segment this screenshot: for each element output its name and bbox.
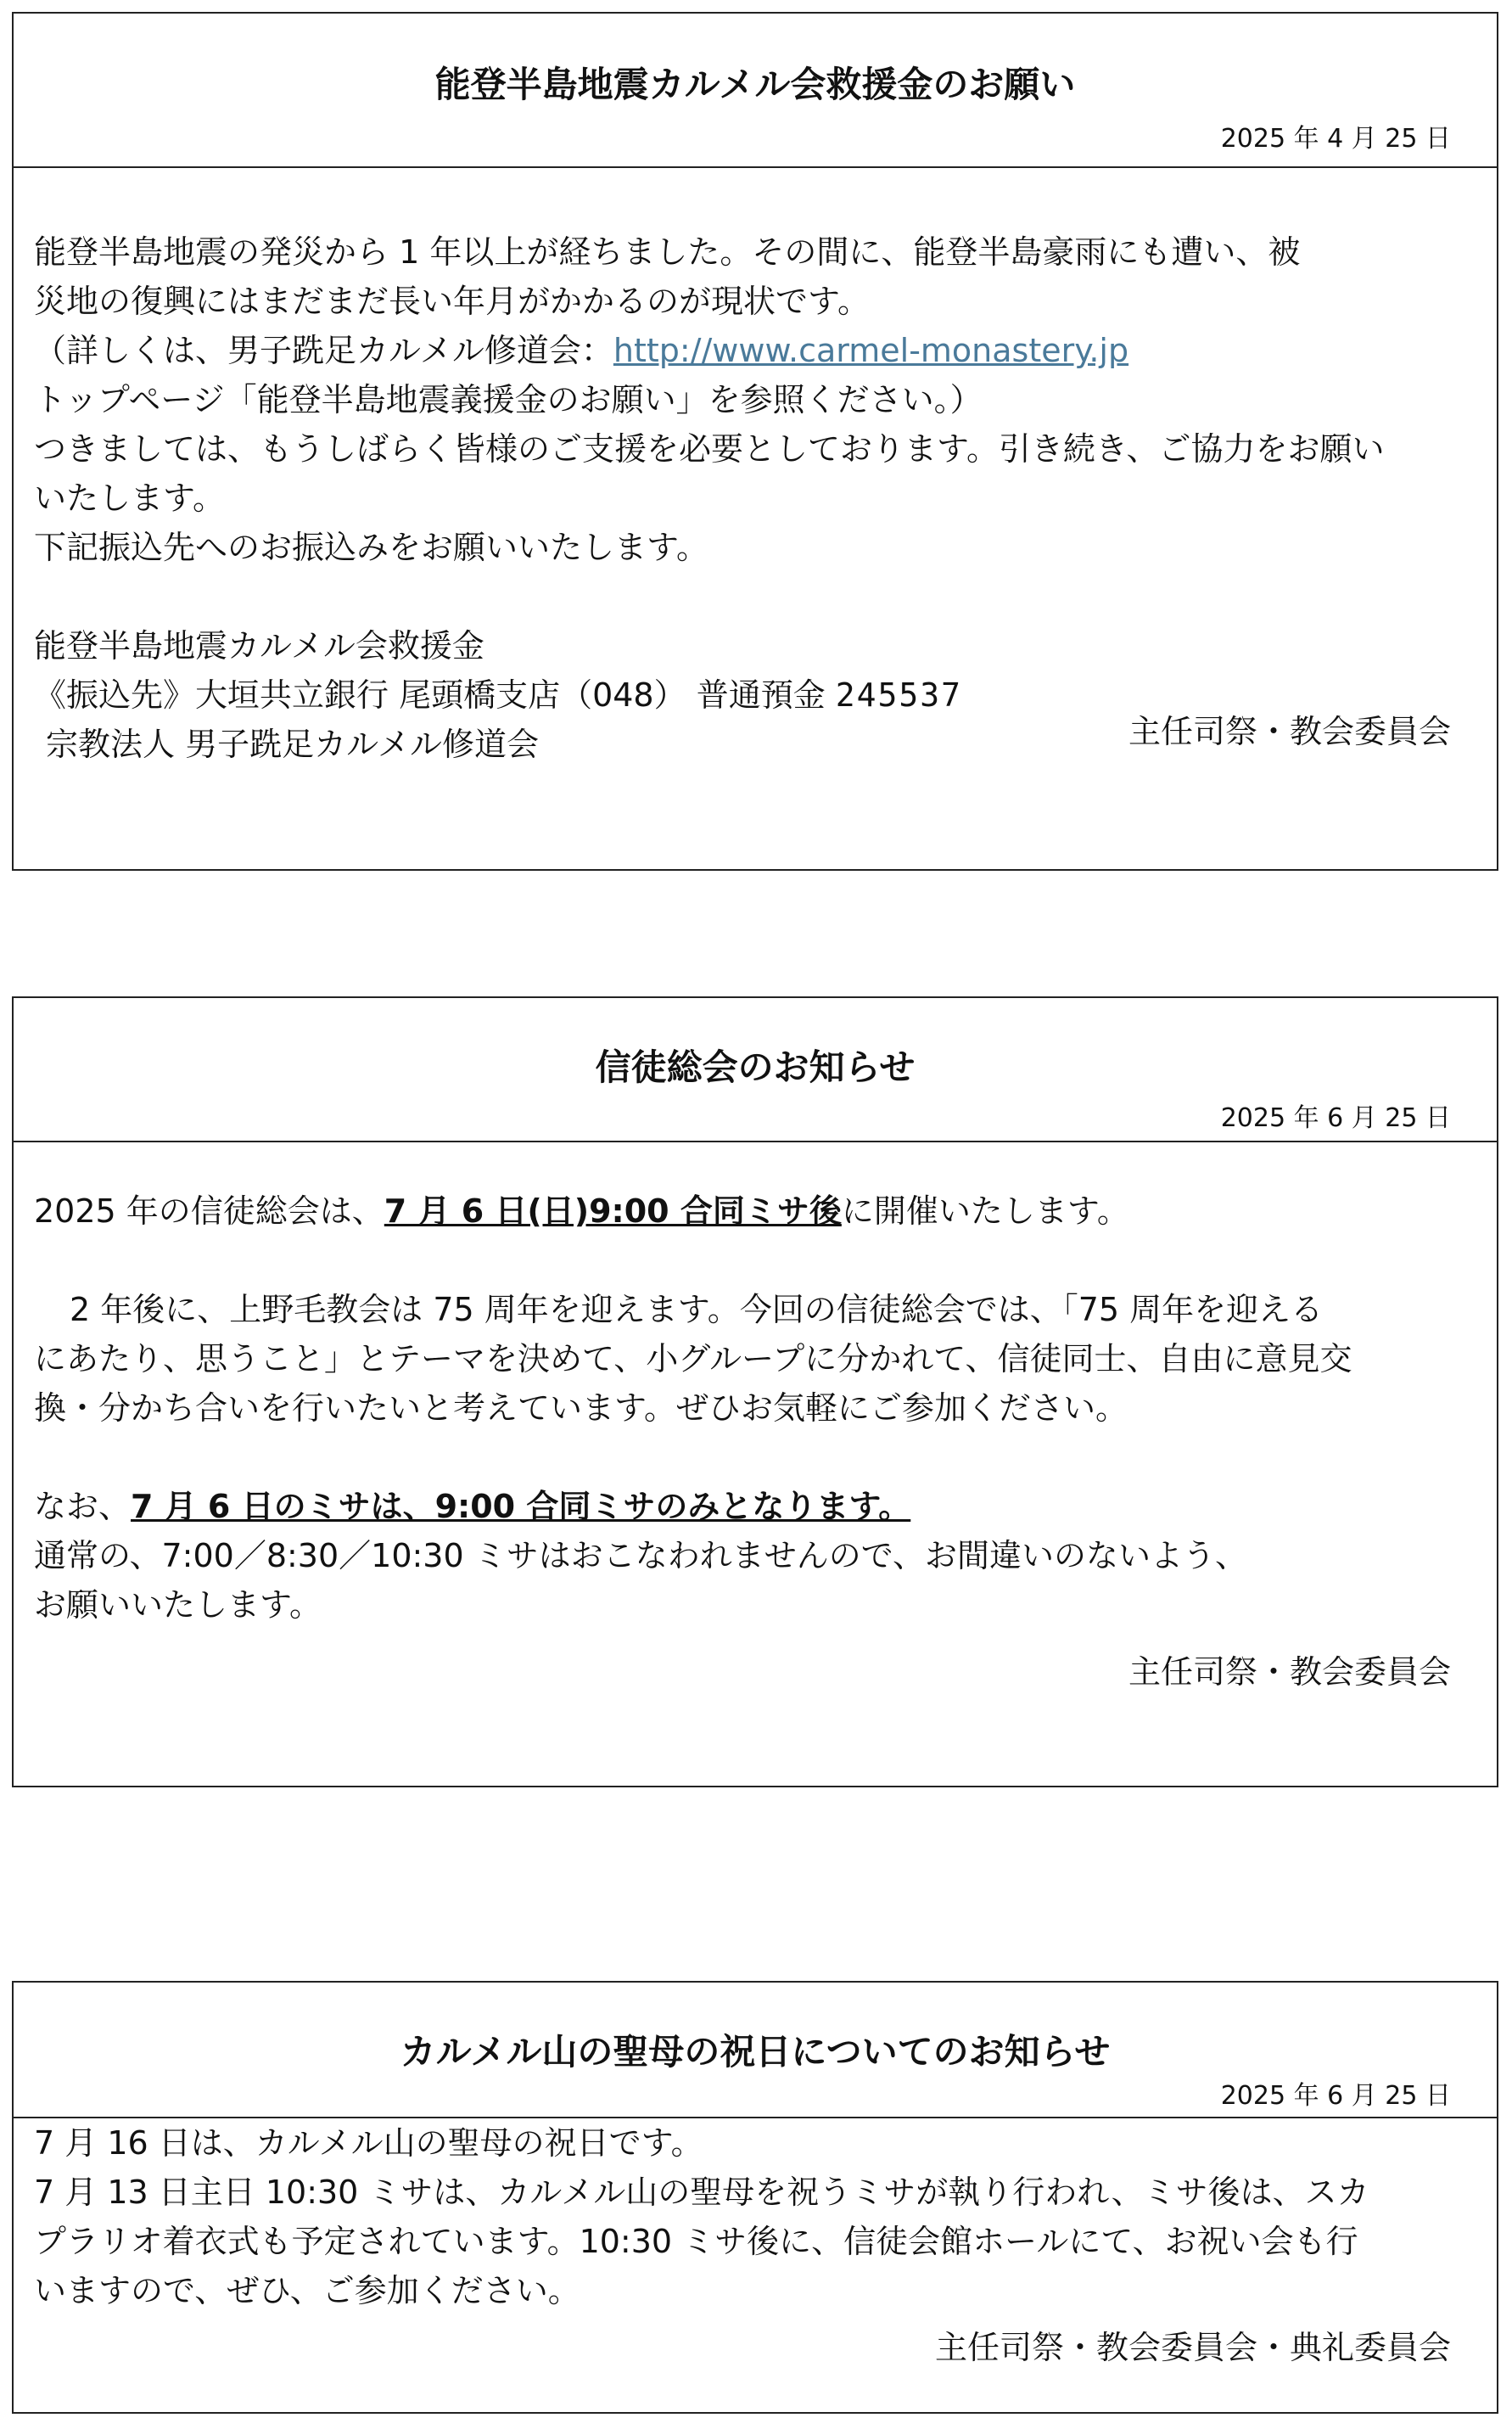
bank-details: 《振込先》大垣共立銀行 尾頭橋支店（048） 普通預金 bbox=[34, 676, 826, 714]
notice-date: 2025 年 6 月 25 日 bbox=[1220, 2081, 1451, 2111]
body-line: 能登半島地震の発災から 1 年以上が経ちました。その間に、能登半島豪雨にも遭い、被 bbox=[34, 233, 1301, 271]
notice-header bbox=[14, 998, 1497, 1142]
body-line: 換・分かち合いを行いたいと考えています。ぜひお気軽にご参加ください。 bbox=[34, 1389, 1128, 1427]
notice-body bbox=[14, 168, 1497, 930]
body-line: 7 月 13 日主日 10:30 ミサは、カルメル山の聖母を祝うミサが執り行われ、ミサ後は、スカ bbox=[34, 2174, 1369, 2211]
body-text: 2025 年の信徒総会は、 bbox=[34, 1192, 384, 1230]
account-holder: 宗教法人 男子跣足カルメル修道会 bbox=[46, 726, 539, 763]
body-line bbox=[34, 1186, 1476, 1236]
carmel-monastery-link[interactable]: http://www.carmel-monastery.jp bbox=[613, 332, 1129, 369]
fund-name: 能登半島地震カルメル会救援金 bbox=[34, 627, 484, 665]
body-line: つきましては、もうしばらく皆様のご支援を必要としております。引き続き、ご協力をお願い bbox=[34, 430, 1385, 468]
notice-title: 能登半島地震カルメル会救援金のお願い bbox=[434, 64, 1076, 105]
body-line: いますので、ぜひ、ご参加ください。 bbox=[34, 2272, 580, 2309]
notice-signature: 主任司祭・教会委員会 bbox=[1128, 713, 1451, 750]
notice-body bbox=[14, 1142, 1497, 1830]
notice-signature: 主任司祭・教会委員会 bbox=[1128, 1653, 1451, 1691]
notice-body bbox=[14, 2118, 1497, 2412]
body-line: 災地の復興にはまだまだ長い年月がかかるのが現状です。 bbox=[34, 283, 870, 320]
body-line: 下記振込先へのお振込みをお願いいたします。 bbox=[34, 529, 708, 566]
notice-title: 信徒総会のお知らせ bbox=[595, 1046, 916, 1088]
mass-schedule-note: 7 月 6 日のミサは、9:00 合同ミサのみとなります。 bbox=[131, 1488, 911, 1525]
body-line: 2 年後に、上野毛教会は 75 周年を迎えます。今回の信徒総会では、「75 周年を迎える bbox=[70, 1291, 1324, 1328]
body-line: 通常の、7:00／8:30／10:30 ミサはおこなわれませんので、お間違いのないよう、 bbox=[34, 1537, 1247, 1574]
notice-general-assembly bbox=[12, 996, 1498, 1787]
account-number: 245537 bbox=[835, 676, 963, 714]
body-text: なお、 bbox=[34, 1488, 132, 1525]
assembly-datetime: 7 月 6 日(日)9:00 合同ミサ後 bbox=[384, 1192, 842, 1230]
body-line: にあたり、思うこと」とテーマを決めて、小グループに分かれて、信徒同士、自由に意見交 bbox=[34, 1340, 1352, 1377]
notice-header bbox=[14, 14, 1497, 168]
body-line: トップページ「能登半島地震義援金のお願い」を参照ください。） bbox=[34, 381, 983, 418]
body-line bbox=[34, 326, 1476, 375]
notice-date: 2025 年 6 月 25 日 bbox=[1220, 1103, 1451, 1133]
body-line-text: （詳しくは、男子跣足カルメル修道会： bbox=[34, 332, 613, 369]
notice-earthquake-relief bbox=[12, 12, 1498, 871]
notice-signature: 主任司祭・教会委員会・典礼委員会 bbox=[934, 2329, 1451, 2366]
notice-feast-day bbox=[12, 1981, 1498, 2414]
notice-title: カルメル山の聖母の祝日についてのお知らせ bbox=[400, 2031, 1111, 2073]
body-line: お願いいたします。 bbox=[34, 1586, 322, 1624]
body-line: プラリオ着衣式も予定されています。10:30 ミサ後に、信徒会館ホールにて、お祝い会も行 bbox=[34, 2223, 1358, 2260]
body-line: いたします。 bbox=[34, 480, 225, 517]
body-text: に開催いたします。 bbox=[841, 1192, 1129, 1230]
body-line bbox=[34, 1482, 1476, 1531]
body-line: 7 月 16 日は、カルメル山の聖母の祝日です。 bbox=[34, 2124, 703, 2162]
notice-date: 2025 年 4 月 25 日 bbox=[1220, 124, 1451, 154]
notice-header bbox=[14, 1983, 1497, 2118]
